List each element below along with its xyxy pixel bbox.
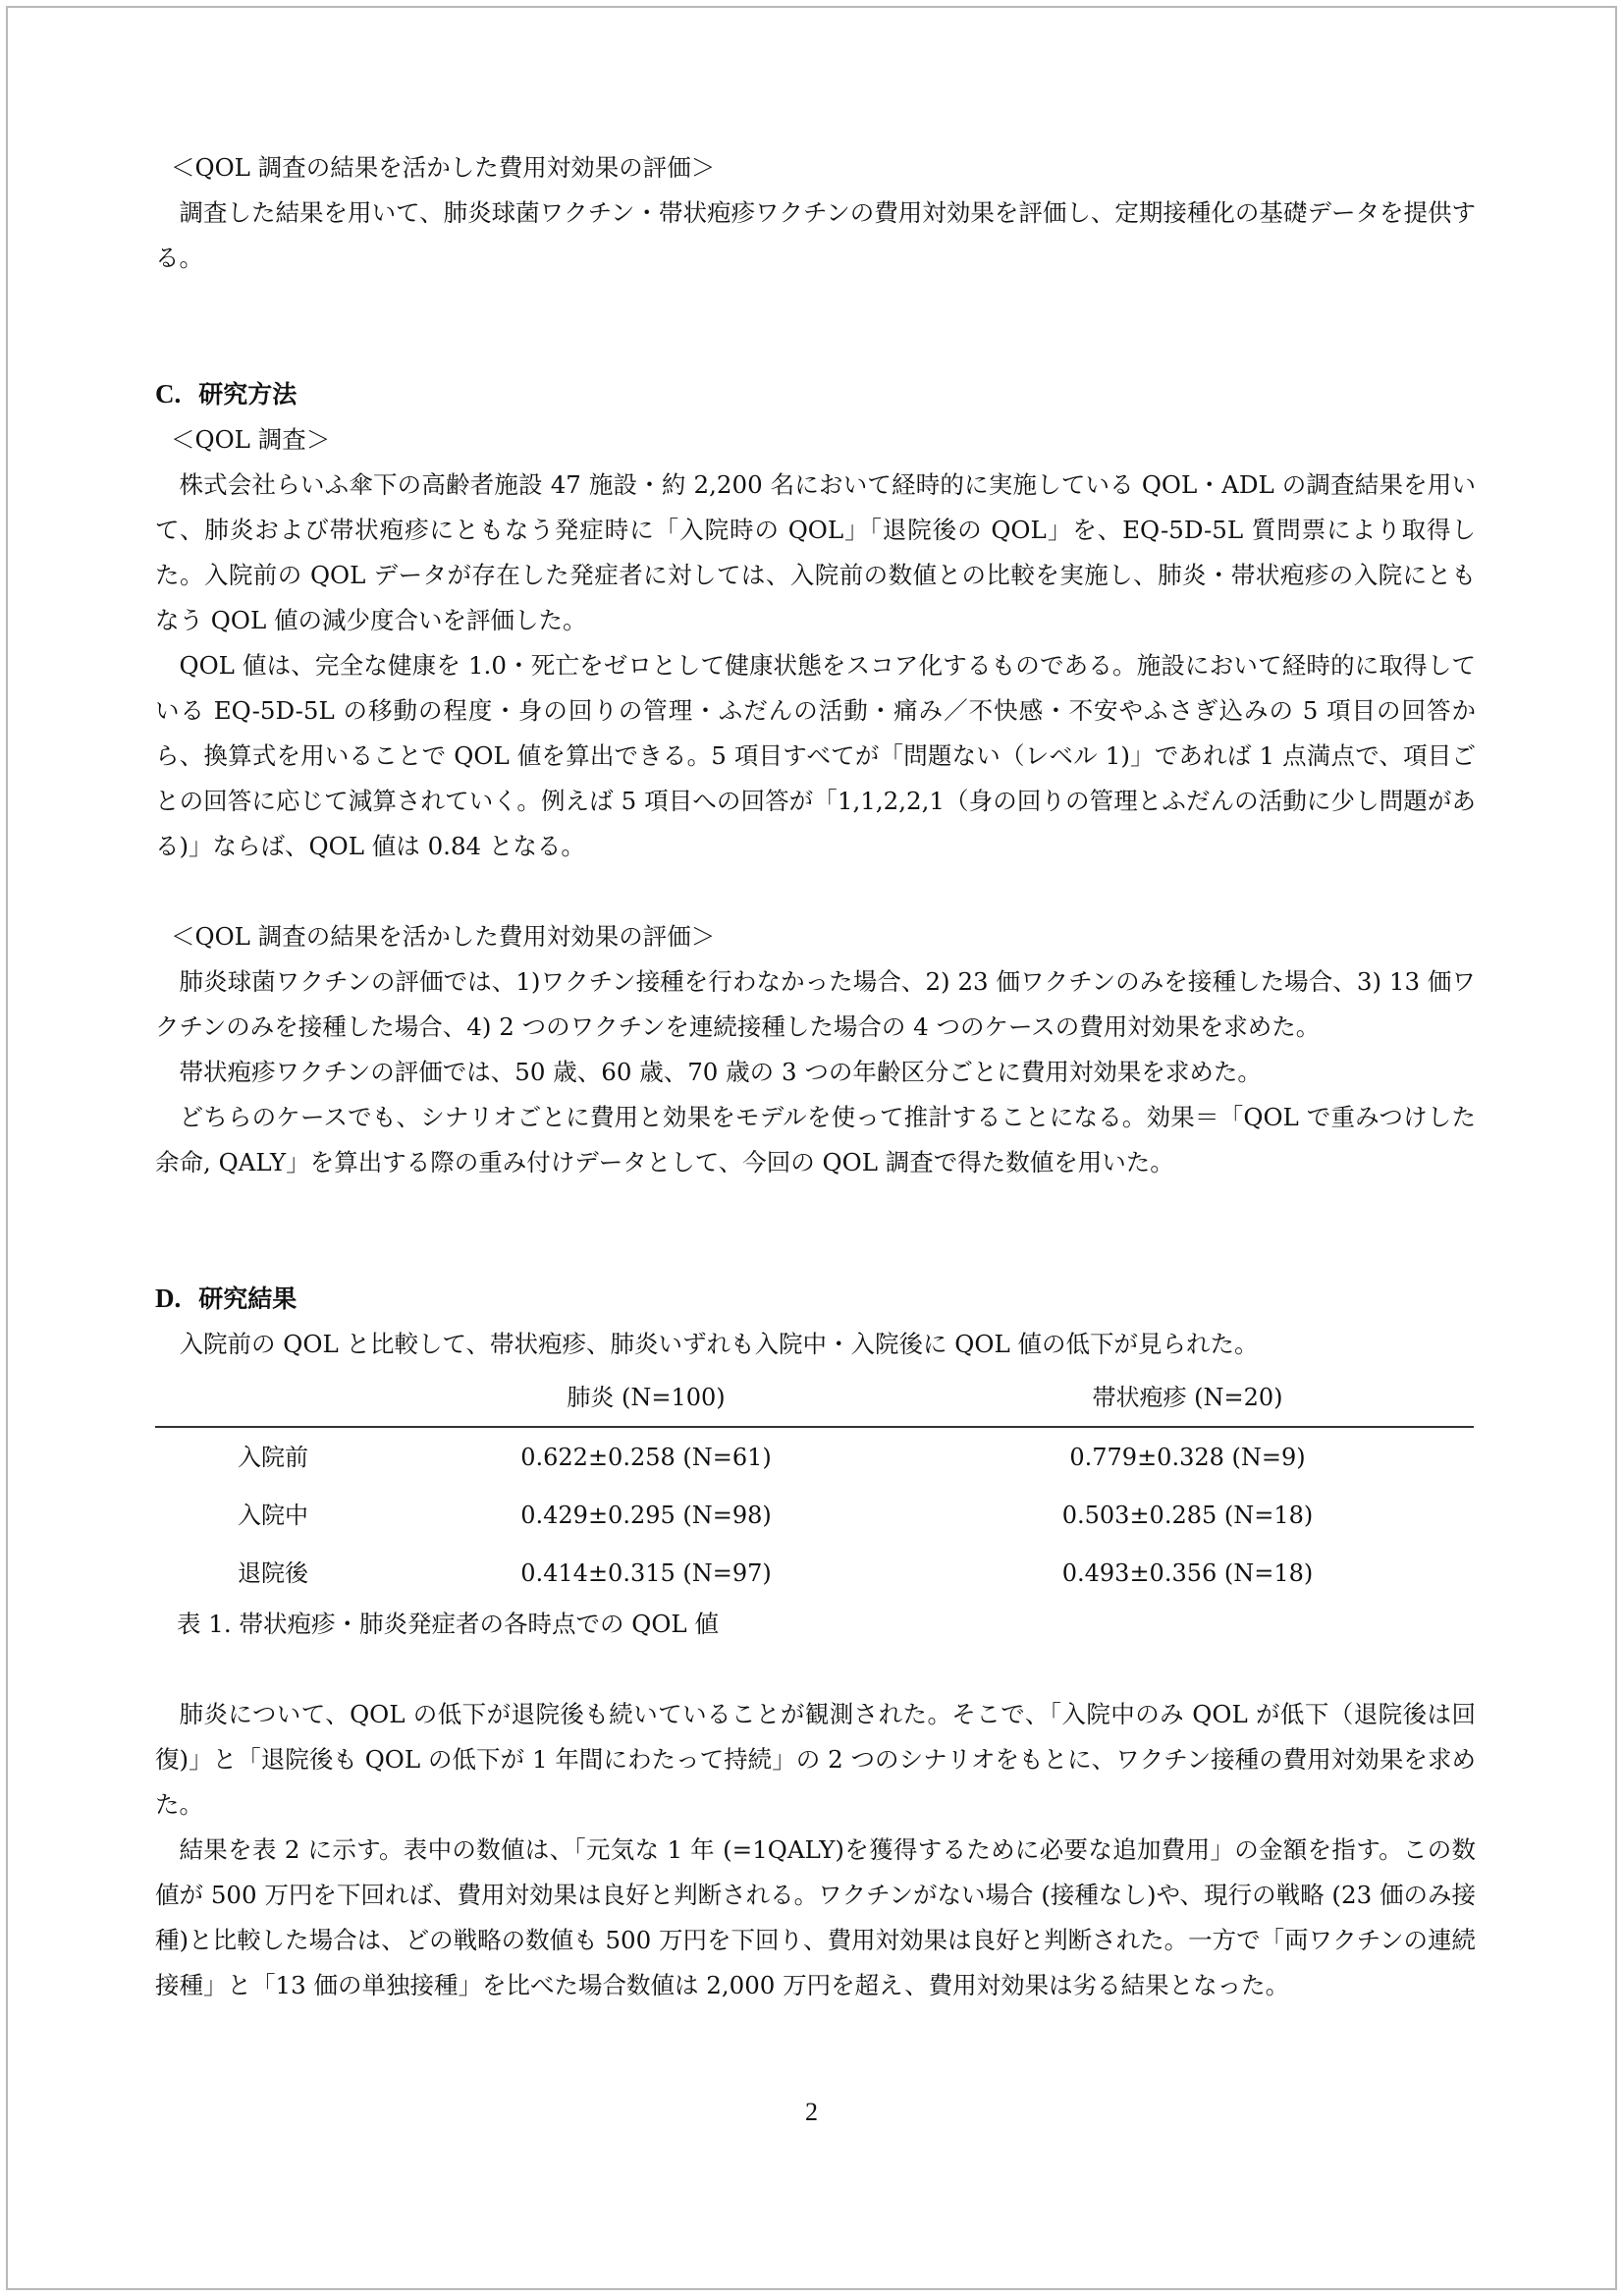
row-label: 退院後 <box>238 1558 308 1587</box>
row-label: 入院前 <box>238 1443 308 1471</box>
qol-table-header-zoster: 帯状疱疹 (N=20) <box>901 1369 1474 1427</box>
ce-paragraph-1: 肺炎球菌ワクチンの評価では、1)ワクチン接種を行わなかった場合、2) 23 価ワクチンのみを接種した場合、3) 13 価ワクチンのみを接種した場合、4) 2 つのワクチンを連続接種した場合の 4 つのケースの費用対効果を求めた。 <box>155 967 1476 1041</box>
zoster-value: 0.779±0.328 (N=9) <box>1069 1443 1306 1471</box>
qol-table-header-blank <box>155 1369 391 1427</box>
methods-heading-title: 研究方法 <box>198 380 298 409</box>
results-lead: 入院前の QOL と比較して、帯状疱疹、肺炎いずれも入院中・入院後に QOL 値の低下が見られた。 <box>179 1330 1259 1358</box>
ce-paragraph-2: 帯状疱疹ワクチンの評価では、50 歳、60 歳、70 歳の 3 つの年齢区分ごとに費用対効果を求めた。 <box>179 1058 1262 1086</box>
table-row <box>155 1427 1474 1486</box>
row-label: 入院中 <box>238 1501 308 1529</box>
results-heading <box>155 1276 1476 1322</box>
page-number: 2 <box>805 2098 818 2126</box>
table-caption: 表 1. 帯状疱疹・肺炎発症者の各時点での QOL 値 <box>177 1610 719 1638</box>
methods-heading-letter: C. <box>155 379 182 409</box>
intro-paragraph: 調査した結果を用いて、肺炎球菌ワクチン・帯状疱疹ワクチンの費用対効果を評価し、定期接種化の基礎データを提供する。 <box>155 198 1476 272</box>
results-paragraph-1: 肺炎について、QOL の低下が退院後も続いていることが観測された。そこで、「入院中のみ QOL が低下（退院後は回復)」と「退院後も QOL の低下が 1 年間にわたって持続」の 2 つのシナリオをもとに、ワクチン接種の費用対効果を求めた。 <box>155 1700 1476 1819</box>
zoster-value: 0.503±0.285 (N=18) <box>1061 1501 1314 1529</box>
table-row <box>155 1486 1474 1544</box>
results-heading-letter: D. <box>155 1284 182 1313</box>
cost-effectiveness-subheading: ＜QOL 調査の結果を活かした費用対効果の評価＞ <box>171 922 716 951</box>
pneumonia-value: 0.622±0.258 (N=61) <box>520 1443 772 1471</box>
qol-table <box>155 1369 1474 1602</box>
methods-paragraph-1: 株式会社らいふ傘下の高齢者施設 47 施設・約 2,200 名において経時的に実施している QOL・ADL の調査結果を用いて、肺炎および帯状疱疹にともなう発症時に「入院時の QOL」「退院後の QOL」を、EQ-5D-5L 質問票により取得した。入院前の QOL データが存在した発症者に対しては、入院前の数値との比較を実施し、肺炎・帯状疱疹の入院にともなう QOL 値の減少度合いを評価した。 <box>155 470 1476 634</box>
intro-subheading: ＜QOL 調査の結果を活かした費用対効果の評価＞ <box>171 153 716 182</box>
results-heading-title: 研究結果 <box>198 1285 298 1313</box>
qol-table-header-pneumonia: 肺炎 (N=100) <box>391 1369 901 1427</box>
zoster-value: 0.493±0.356 (N=18) <box>1061 1558 1314 1587</box>
table-row <box>155 1544 1474 1602</box>
methods-paragraph-2: QOL 値は、完全な健康を 1.0・死亡をゼロとして健康状態をスコア化するものである。施設において経時的に取得している EQ-5D-5L の移動の程度・身の回りの管理・ふだんの活動・痛み／不快感・不安やふさぎ込みの 5 項目の回答から、換算式を用いることで QOL 値を算出できる。5 項目すべてが「問題ない（レベル 1)」であれば 1 点満点で、項目ごとの回答に応じて減算されていく。例えば 5 項目への回答が「1,1,2,2,1（身の回りの管理とふだんの活動に少し問題がある)」ならば、QOL 値は 0.84 となる。 <box>155 651 1476 860</box>
methods-heading <box>155 371 1476 417</box>
document-body <box>155 145 1476 2008</box>
ce-paragraph-3: どちらのケースでも、シナリオごとに費用と効果をモデルを使って推計することになる。効果＝「QOL で重みつけした余命, QALY」を算出する際の重み付けデータとして、今回の QOL 調査で得た数値を用いた。 <box>155 1103 1476 1176</box>
qol-table-header-row <box>155 1369 1474 1427</box>
qol-survey-subheading: ＜QOL 調査＞ <box>171 425 331 454</box>
pneumonia-value: 0.429±0.295 (N=98) <box>520 1501 772 1529</box>
results-paragraph-2: 結果を表 2 に示す。表中の数値は、「元気な 1 年 (=1QALY)を獲得するために必要な追加費用」の金額を指す。この数値が 500 万円を下回れば、費用対効果は良好と判断される。ワクチンがない場合 (接種なし)や、現行の戦略 (23 価のみ接種)と比較した場合は、どの戦略の数値も 500 万円を下回り、費用対効果は良好と判断された。一方で「両ワクチンの連続接種」と「13 価の単独接種」を比べた場合数値は 2,000 万円を超え、費用対効果は劣る結果となった。 <box>155 1835 1476 1999</box>
pneumonia-value: 0.414±0.315 (N=97) <box>520 1558 772 1587</box>
